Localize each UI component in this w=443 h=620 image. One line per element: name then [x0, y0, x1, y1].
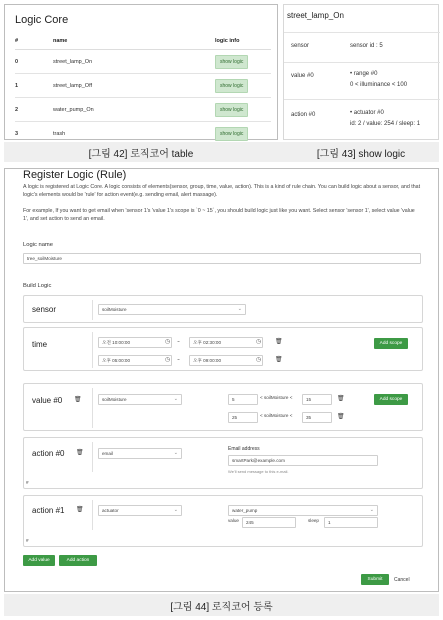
cancel-button[interactable]: Cancel	[394, 577, 410, 583]
action-0-title: action #0	[32, 449, 65, 458]
add-value-button[interactable]: Add value	[23, 555, 55, 566]
value-max-input[interactable]: 15	[302, 394, 332, 405]
logic-name-input[interactable]: tree_soilMoisture	[23, 253, 421, 264]
col-header-name: name	[53, 35, 215, 50]
divider	[92, 300, 93, 320]
value-range-label: < soilMoisture <	[260, 413, 293, 418]
action-0-section	[23, 437, 423, 489]
row-num: 2	[15, 98, 53, 122]
row-name: street_lamp_Off	[53, 74, 215, 98]
trash-icon[interactable]: 🗑	[275, 357, 283, 363]
divider	[92, 500, 93, 530]
row-name: trash	[53, 122, 215, 146]
show-logic-button[interactable]: show logic	[215, 103, 248, 117]
table-row	[15, 50, 271, 74]
register-desc-2: For example, If you want to get email when 'sensor 1's 'value 1's scope is `0 ~ 15`, you should build logic just like you want. Select sensor 'sensor 1', select value 'value 1', and set action to send an email.	[23, 208, 415, 222]
show-value-line2: 0 < illuminance < 100	[350, 82, 408, 88]
show-value-label: value #0	[291, 73, 314, 79]
action-1-mark: #	[26, 538, 29, 543]
show-action-label: action #0	[291, 112, 316, 118]
figure-44-caption: [그림 44] 로직코어 등록	[170, 602, 273, 613]
table-row	[15, 74, 271, 98]
row-name: street_lamp_On	[53, 50, 215, 74]
logic-name-label: Logic name	[23, 242, 53, 248]
action-0-select-value: email	[102, 451, 113, 456]
chevron-down-icon: ⌄	[173, 507, 178, 513]
show-logic-button[interactable]: show logic	[215, 79, 248, 93]
show-action-line2: id: 2 / value: 254 / sleep: 1	[350, 121, 421, 127]
time-section	[23, 327, 423, 371]
row-num: 0	[15, 50, 53, 74]
show-sensor-value: sensor id : 5	[350, 43, 383, 49]
value-min-input[interactable]: 25	[228, 412, 258, 423]
actuator-select-value: water_pump	[232, 508, 258, 513]
sensor-section	[23, 295, 423, 323]
show-logic-title: street_lamp_On	[287, 11, 344, 20]
trash-icon[interactable]: 🗑	[275, 339, 283, 345]
add-scope-button[interactable]: Add scope	[374, 394, 408, 405]
row-num: 3	[15, 122, 53, 146]
value-section	[23, 383, 423, 431]
clock-icon[interactable]: ◷	[256, 339, 262, 345]
time-from-input[interactable]: 오전 10:00:00	[98, 337, 172, 348]
value-range-label: < soilMoisture <	[260, 395, 293, 400]
add-action-button[interactable]: Add action	[59, 555, 97, 566]
table-row	[15, 98, 271, 122]
divider	[92, 388, 93, 428]
time-tilde: ~	[177, 339, 180, 344]
time-to-input[interactable]: 오후 09:00:00	[189, 355, 263, 366]
trash-icon[interactable]: 🗑	[337, 414, 345, 420]
value-select-value: soilMoisture	[102, 397, 127, 402]
show-value-row	[284, 62, 440, 99]
sensor-select[interactable]	[98, 304, 246, 315]
clock-icon[interactable]: ◷	[256, 357, 262, 363]
actuator-value-label: value	[228, 518, 239, 523]
show-sensor-label: sensor	[291, 43, 310, 49]
show-action-line1: • actuator #0	[350, 110, 384, 116]
logic-core-panel	[4, 4, 278, 140]
show-value-line1: • range #0	[350, 71, 378, 77]
action-1-select[interactable]	[98, 505, 182, 516]
figure-42-caption: [그림 42] 로직코어 table	[88, 149, 194, 160]
clock-icon[interactable]: ◷	[165, 339, 171, 345]
show-logic-panel	[283, 4, 439, 140]
trash-icon[interactable]: 🗑	[337, 396, 345, 402]
action-1-select-value: actuator	[102, 508, 119, 513]
trash-icon[interactable]: 🗑	[76, 450, 84, 456]
figure-43-caption: [그림 43] show logic	[316, 149, 406, 160]
actuator-select[interactable]	[228, 505, 378, 516]
value-max-input[interactable]: 35	[302, 412, 332, 423]
show-logic-button[interactable]: show logic	[215, 127, 248, 141]
actuator-value-input[interactable]: 245	[242, 517, 296, 528]
table-header-row	[15, 35, 271, 50]
email-input[interactable]: smartPark@example.com	[228, 455, 378, 466]
logic-core-title: Logic Core	[15, 14, 69, 26]
email-help-text: We'll send message to this e-mail.	[228, 469, 289, 474]
action-0-select[interactable]	[98, 448, 182, 459]
trash-icon[interactable]: 🗑	[74, 397, 82, 403]
clock-icon[interactable]: ◷	[165, 357, 171, 363]
time-to-input[interactable]: 오후 02:30:00	[189, 337, 263, 348]
divider	[92, 332, 93, 368]
action-0-mark: #	[26, 480, 29, 485]
time-from-input[interactable]: 오후 05:00:00	[98, 355, 172, 366]
action-1-title: action #1	[32, 506, 65, 515]
submit-button[interactable]: Submit	[361, 574, 389, 585]
time-tilde: ~	[177, 357, 180, 362]
col-header-logic-info: logic info	[215, 35, 271, 50]
logic-core-table	[15, 35, 271, 146]
chevron-down-icon: ⌄	[237, 306, 242, 312]
email-address-label: Email address	[228, 446, 260, 452]
divider	[92, 442, 93, 472]
actuator-sleep-input[interactable]: 1	[324, 517, 378, 528]
chevron-down-icon: ⌄	[173, 396, 178, 402]
register-logic-title: Register Logic (Rule)	[23, 169, 127, 181]
row-num: 1	[15, 74, 53, 98]
register-desc-1: A logic is registered at Logic Core. A logic consists of elements(sensor, group, time, value, action). This is a kind of rule chain. You can build logic about a sensor, and that logic's elements would be 'rule' for action event(e.g. sending email, alert massage).	[23, 184, 421, 198]
chevron-down-icon: ⌄	[173, 450, 178, 456]
sensor-title: sensor	[32, 305, 57, 314]
row-name: water_pump_On	[53, 98, 215, 122]
sensor-select-value: soilMoisture	[102, 307, 127, 312]
value-select[interactable]	[98, 394, 182, 405]
register-logic-panel	[4, 168, 439, 592]
value-min-input[interactable]: 5	[228, 394, 258, 405]
time-title: time	[32, 340, 48, 349]
chevron-down-icon: ⌄	[369, 507, 374, 513]
show-logic-button[interactable]: show logic	[215, 55, 248, 69]
col-header-num: #	[15, 35, 53, 50]
action-1-section	[23, 495, 423, 547]
actuator-sleep-label: sleep	[308, 518, 319, 523]
build-logic-label: Build Logic	[23, 283, 52, 289]
value-title: value #0	[32, 396, 63, 405]
show-action-row	[284, 99, 440, 140]
add-scope-button[interactable]: Add scope	[374, 338, 408, 349]
show-sensor-row	[284, 32, 440, 62]
trash-icon[interactable]: 🗑	[76, 507, 84, 513]
